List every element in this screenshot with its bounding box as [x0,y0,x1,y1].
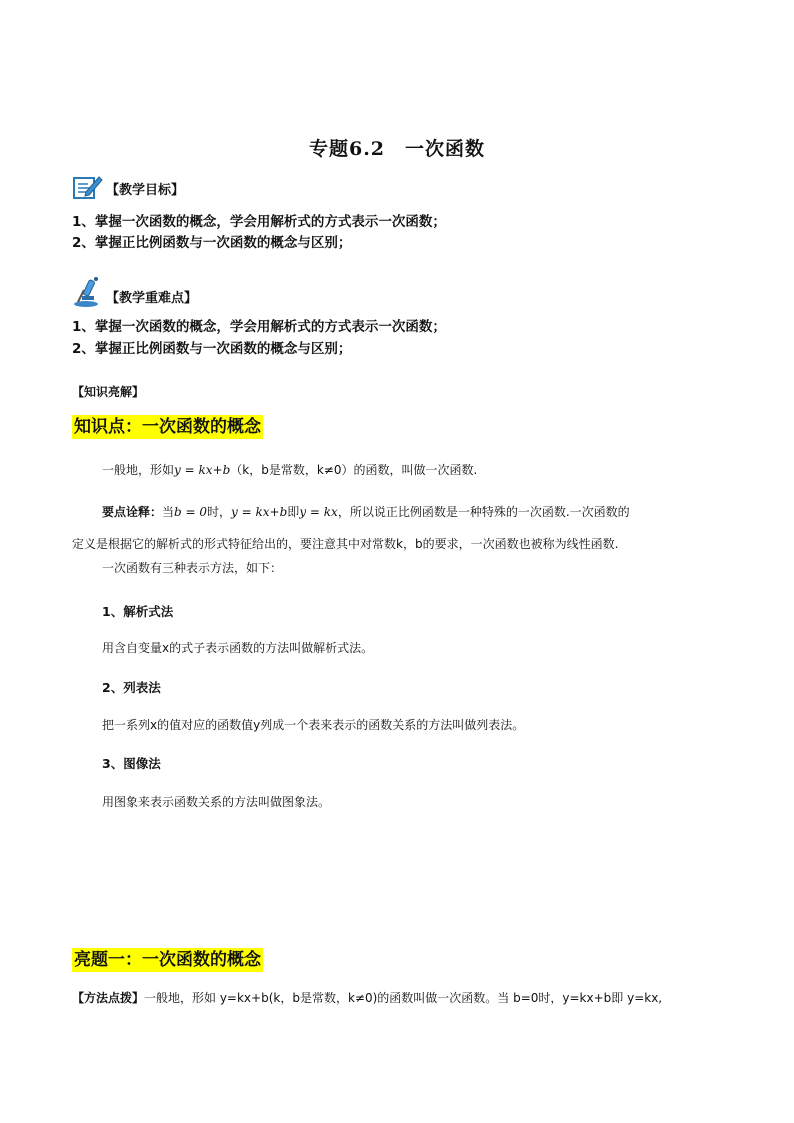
note-line-2: 定义是根据它的解析式的形式特征给出的，要注意其中对常数k，b的要求，一次函数也被称为线性函数. [72,537,619,551]
definition-pre: 一般地，形如 [102,463,175,477]
keypoint-item-1: 1、掌握一次函数的概念，学会用解析式的方式表示一次函数； [72,319,446,335]
method-title-3: 3、图像法 [102,756,161,771]
goal-item-1: 1、掌握一次函数的概念，学会用解析式的方式表示一次函数； [72,214,446,230]
note-text-b: 时， [207,505,232,519]
knowledge-label: 【知识亮解】 [72,385,145,399]
microscope-icon [72,276,106,308]
section-label-keypoints: 【教学重难点】 [106,291,198,306]
note-text-a: 当 [162,505,175,519]
method-hint-label: 【方法点拨】 [72,991,145,1005]
page-title: 专题6.2 一次函数 [308,138,486,160]
note-formula-ykx: y = kx [299,505,338,519]
note-formula-ykxb: y = kx+b [231,505,288,519]
method-desc-3: 用图象来表示函数关系的方法叫做图象法。 [102,795,331,809]
note-text-c: 即 [287,505,300,519]
example-banner: 亮题一：一次函数的概念 [74,950,261,970]
definition-formula: y = kx+b [174,463,231,477]
method-desc-2: 把一系列x的值对应的函数值y列成一个表来表示的函数关系的方法叫做列表法。 [102,718,525,732]
section-label-goals: 【教学目标】 [106,183,185,198]
note-formula-b0: b = 0 [174,505,208,519]
methods-intro: 一次函数有三种表示方法，如下： [102,561,283,575]
goal-item-2: 2、掌握正比例函数与一次函数的概念与区别； [72,235,352,251]
definition-line [102,461,477,478]
note-text-d: ，所以说正比例函数是一种特殊的一次函数.一次函数的 [337,505,630,519]
note-line-1 [102,503,630,520]
notepad-pencil-icon [72,172,104,202]
keypoint-item-2: 2、掌握正比例函数与一次函数的概念与区别； [72,341,352,357]
method-title-2: 2、列表法 [102,680,161,695]
knowledge-point-banner: 知识点：一次函数的概念 [74,417,261,437]
method-hint-line [72,989,662,1006]
method-hint-text: 一般地，形如 y=kx+b(k，b是常数，k≠0)的函数叫做一次函数。当 b=0时，y=kx+b即 y=kx, [144,991,663,1005]
definition-rest: （k，b是常数，k≠0）的函数，叫做一次函数. [230,463,478,477]
note-label: 要点诠释： [102,505,163,519]
method-desc-1: 用含自变量x的式子表示函数的方法叫做解析式法。 [102,641,374,655]
method-title-1: 1、解析式法 [102,604,174,619]
